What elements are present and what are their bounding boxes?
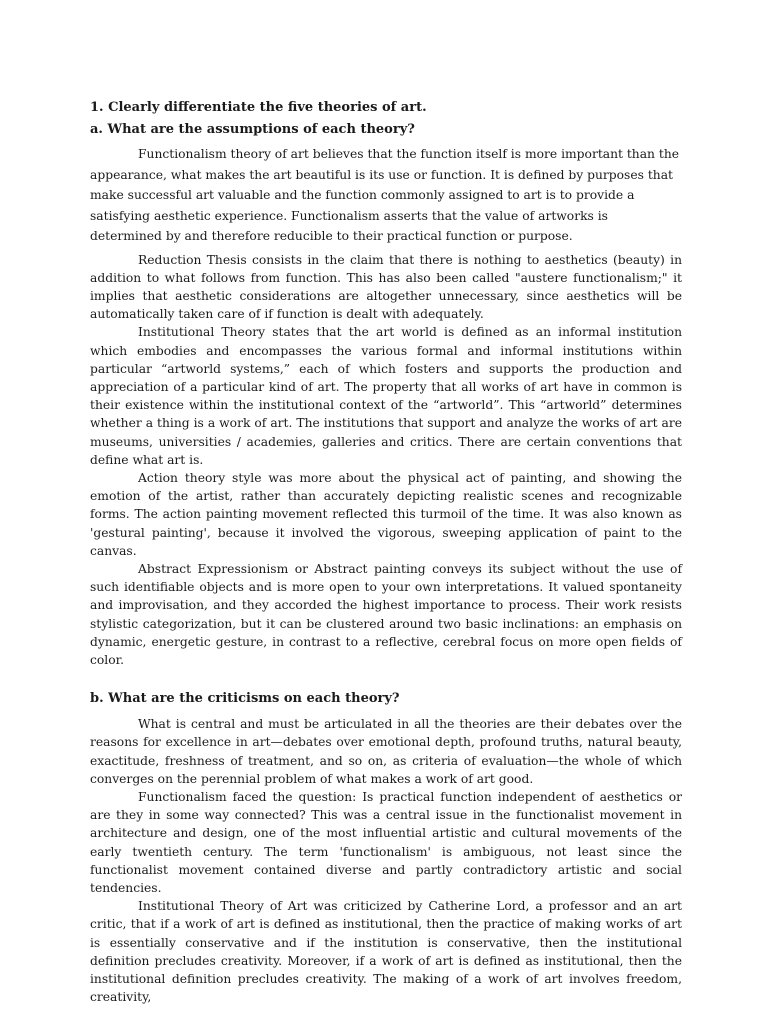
paragraph-abstract-expressionism: Abstract Expressionism or Abstract painting conveys its subject without the use of such identifiable objects and is more open to your own interpretations. It valued spontaneity and improvisation, and they accorded the highest importance to process. Their work resists stylistic categorization, but it can be clustered around two basic inclinations: an emphasis on dynamic, energetic gesture, in contrast to a reflective, cerebral focus on more open fields of color. [90,561,682,667]
paragraph-reduction-thesis: Reduction Thesis consists in the claim that there is nothing to aesthetics (beauty) in addition to what follows from function. This has also been called "austere functionalism;" it implies that aesthetic considerations are altogether unnecessary, since aesthetics will be automatically taken care of if function is dealt with adequately. [90,252,682,322]
paragraph-action-theory: Action theory style was more about the physical act of painting, and showing the emotion of the artist, rather than accurately depicting realistic scenes and recognizable forms. The action painting movement reflected this turmoil of the time. It was also known as 'gestural painting', because it involved the vigorous, sweeping application of paint to the canvas. [90,470,682,558]
question-1-heading: 1. Clearly differentiate the five theories of art. [90,100,427,115]
paragraph-central-debates: What is central and must be articulated in all the theories are their debates over the reasons for excellence in art—debates over emotional depth, profound truths, natural beauty, exactitude, freshness of treatment, and so on, as criteria of evaluation—the whole of which converges on the perennial problem of what makes a work of art good. [90,717,682,786]
paragraph-institutional-theory: Institutional Theory states that the art world is defined as an informal institution which embodies and encompasses the various formal and informal institutions within particular “artworld systems,” each of which fosters and supports the production and appreciation of a particular kind of art. The property that all works of art have in common is their existence within the institutional context of the “artworld”. This “artworld” determines whether a thing is a work of art. The institutions that support and analyze the works of art are museums, universities / academies, galleries and critics. There are certain conventions that define what art is. [90,325,682,467]
question-b-heading: b. What are the criticisms on each theory? [90,691,400,707]
question-a-heading: a. What are the assumptions of each theory? [90,122,415,137]
paragraph-institutional-criticism: Institutional Theory of Art was criticized by Catherine Lord, a professor and an art critic, that if a work of art is defined as institutional, then the practice of making works of art is essentially conservative and if the institution is conservative, then the institutional definition precludes creativity. Moreover, if a work of art is defined as institutional, then the institutional definition precludes creativity. The making of a work of art involves freedom, creativity, [90,899,682,1005]
paragraph-functionalism: Functionalism theory of art believes that the function itself is more important than the appearance, what makes the art beautiful is its use or function. It is defined by purposes that make successful art valuable and the function commonly assigned to art is to provide a satisfying aesthetic experience. Functionalism asserts that the value of artworks is determined by and therefore reducible to their practical function or purpose. [90,147,680,243]
paragraph-functionalism-criticism: Functionalism faced the question: Is practical function independent of aesthetics or are they in some way connected? This was a central issue in the functionalist movement in architecture and design, one of the most influential artistic and cultural movements of the early twentieth century. The term 'functionalism' is ambiguous, not least since the functionalist movement contained diverse and partly contradictory artistic and social tendencies. [90,789,682,895]
